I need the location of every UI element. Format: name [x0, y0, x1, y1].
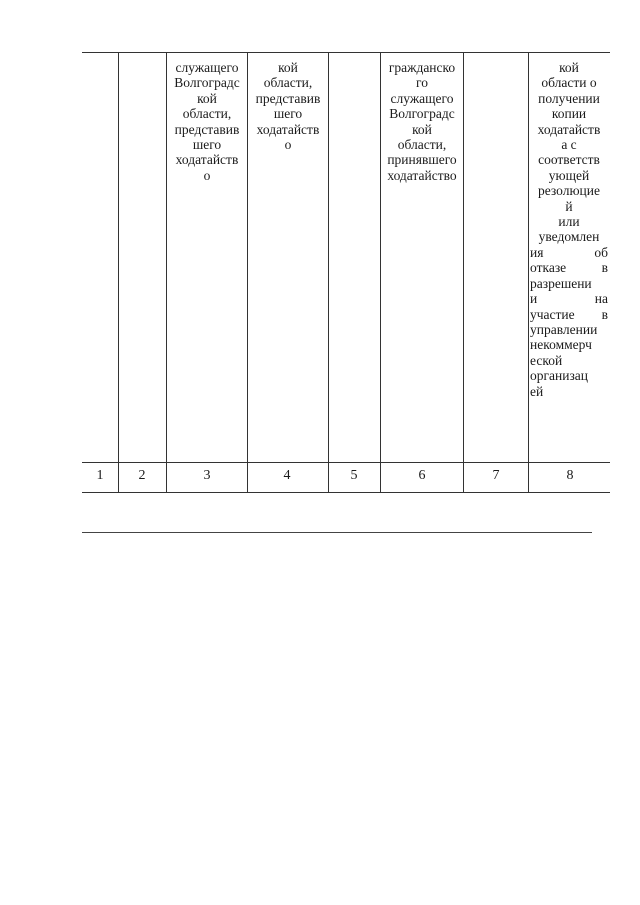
- col-number-1: 1: [96, 468, 104, 483]
- header-text-line: принявшего: [387, 152, 457, 168]
- header-text-line: ходатайство: [387, 167, 457, 183]
- header-text-line: ходатайств: [256, 121, 320, 137]
- header-text-line: ходатайств: [537, 121, 601, 137]
- table-bottom-border: [82, 492, 610, 493]
- header-text-line: кой: [559, 60, 579, 75]
- header-word: отказе: [530, 260, 567, 276]
- header-word: и: [530, 291, 538, 307]
- header-text-line: разрешени: [530, 275, 592, 291]
- header-text-line: представив: [174, 121, 240, 137]
- header-text-line: или: [558, 214, 580, 230]
- header-text-line: й: [565, 198, 573, 214]
- col-number-6: 6: [418, 468, 426, 483]
- header-text-line: Волгоградс: [389, 106, 455, 122]
- col-number-2: 2: [138, 468, 146, 483]
- header-word: в: [601, 260, 608, 276]
- table-top-border: [82, 52, 610, 53]
- header-text-line: шего: [273, 106, 303, 122]
- col8-header: [530, 60, 608, 399]
- header-text-line: резолюцие: [538, 183, 600, 199]
- header-text-line: соответств: [538, 152, 600, 168]
- header-bottom-border: [82, 462, 610, 463]
- header-word: участие: [530, 306, 575, 322]
- col6-header: [381, 60, 463, 183]
- header-text-line: [530, 291, 608, 306]
- header-text-line: служащего: [175, 60, 239, 75]
- header-text-line: уведомлен: [538, 229, 600, 245]
- col-divider-4: [328, 52, 329, 492]
- col-number-4: 4: [283, 468, 291, 483]
- header-text-line: Волгоградс: [174, 75, 240, 91]
- header-text-line: ходатайств: [175, 152, 239, 168]
- col-number-7: 7: [492, 468, 500, 483]
- col-divider-1: [118, 52, 119, 492]
- header-text-line: области о: [541, 75, 597, 91]
- col-number-3: 3: [203, 468, 211, 483]
- col-number-8: 8: [566, 468, 574, 483]
- header-text-line: представив: [255, 90, 321, 106]
- header-text-line: еской: [530, 352, 563, 368]
- header-text-line: области,: [182, 106, 232, 122]
- col4-header: [248, 60, 328, 152]
- header-text-line: некоммерч: [530, 337, 592, 353]
- header-text-line: го: [416, 75, 428, 91]
- header-word: ия: [530, 244, 544, 260]
- footnote-separator: [82, 532, 592, 533]
- header-text-line: кой: [412, 121, 432, 137]
- header-text-line: [530, 245, 608, 260]
- header-text-line: [530, 260, 608, 275]
- header-text-line: о: [284, 137, 292, 153]
- header-text-line: ей: [530, 383, 544, 399]
- header-word: в: [601, 306, 608, 322]
- header-word: на: [594, 291, 608, 307]
- col3-header: [167, 60, 247, 183]
- header-text-line: кой: [197, 90, 217, 106]
- col-number-5: 5: [350, 468, 358, 483]
- col-divider-7: [528, 52, 529, 492]
- header-text-line: о: [203, 167, 211, 183]
- header-text-line: служащего: [390, 90, 454, 106]
- header-text-line: получении: [538, 90, 600, 106]
- header-text-line: копии: [551, 106, 587, 122]
- header-text-line: ующей: [548, 167, 590, 183]
- header-text-line: гражданско: [388, 60, 456, 75]
- register-table: [82, 52, 610, 492]
- header-word: об: [594, 244, 608, 260]
- header-text-line: управлении: [530, 321, 598, 337]
- header-text-line: организац: [530, 368, 589, 384]
- header-text-line: кой: [278, 60, 298, 75]
- header-text-line: а с: [561, 137, 577, 153]
- col-divider-6: [463, 52, 464, 492]
- header-text-line: [530, 307, 608, 322]
- header-text-line: области,: [263, 75, 313, 91]
- header-text-line: области,: [397, 137, 447, 153]
- header-text-line: шего: [192, 137, 222, 153]
